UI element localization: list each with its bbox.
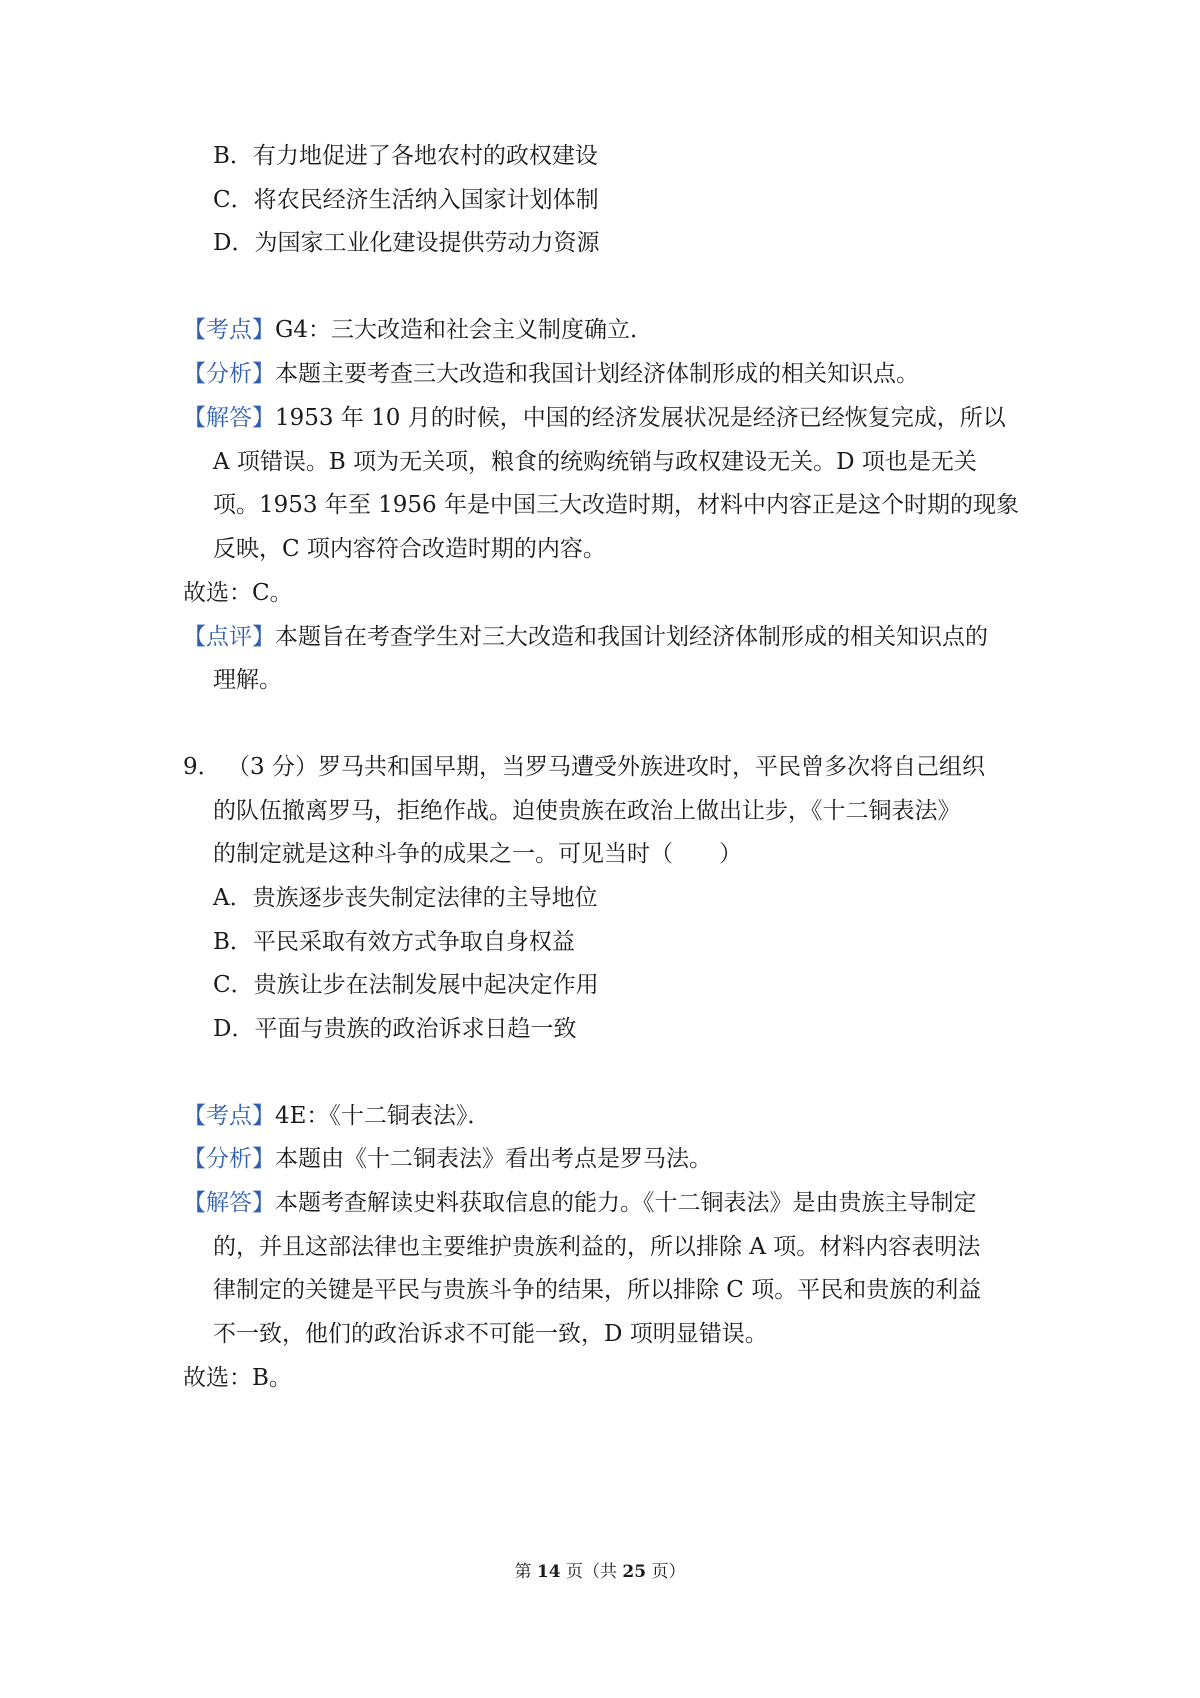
fenxi-text: 本题主要考查三大改造和我国计划经济体制形成的相关知识点。 [275, 361, 919, 387]
jieda-line: 不一致，他们的政治诉求不可能一致，D 项明显错误。 [213, 1321, 768, 1347]
dianping-tag: 【点评】 [183, 624, 275, 650]
q8-dianping [183, 621, 1200, 653]
dianping-line: 理解。 [213, 667, 282, 693]
jieda-line: A 项错误。B 项为无关项，粮食的统购统销与政权建设无关。D 项也是无关 [213, 449, 977, 475]
q9-option-a: A．贵族逐步丧失制定法律的主导地位 [213, 885, 598, 911]
question-number: 9． [183, 754, 221, 780]
q9-option-c: C．贵族让步在法制发展中起决定作用 [213, 972, 599, 998]
kaodian-tag: 【考点】 [183, 317, 275, 343]
q8-jieda [183, 402, 1200, 434]
jieda-tag: 【解答】 [183, 1190, 275, 1216]
q9-stem [183, 751, 1200, 783]
stem-line: 的队伍撤离罗马，拒绝作战。迫使贵族在政治上做出让步，《十二铜表法》 [213, 798, 961, 824]
q8-option-c: C．将农民经济生活纳入国家计划体制 [213, 187, 599, 213]
kaodian-text: G4：三大改造和社会主义制度确立． [275, 317, 654, 343]
q9-option-b: B．平民采取有效方式争取自身权益 [213, 929, 575, 955]
jieda-line: 律制定的关键是平民与贵族斗争的结果，所以排除 C 项。平民和贵族的利益 [213, 1277, 982, 1303]
jieda-line: 1953 年 10 月的时候，中国的经济发展状况是经济已经恢复完成，所以 [275, 405, 1006, 431]
q9-answer: 故选：B。 [183, 1365, 292, 1391]
footer-page-number: 14 [536, 1562, 561, 1582]
footer-prefix: 第 [514, 1562, 532, 1582]
jieda-line: 反映，C 项内容符合改造时期的内容。 [213, 536, 606, 562]
jieda-line: 的，并且这部法律也主要维护贵族利益的，所以排除 A 项。材料内容表明法 [213, 1234, 981, 1260]
fenxi-tag: 【分析】 [183, 361, 275, 387]
q9-option-d: D．平面与贵族的政治诉求日趋一致 [213, 1016, 577, 1042]
kaodian-tag: 【考点】 [183, 1103, 275, 1129]
footer-suffix: 页） [651, 1562, 686, 1582]
jieda-tag: 【解答】 [183, 405, 275, 431]
jieda-line: 项。1953 年至 1956 年是中国三大改造时期，材料中内容正是这个时期的现象 [213, 492, 1019, 518]
page-footer [0, 1560, 1200, 1584]
q9-kaodian [183, 1100, 1200, 1132]
q9-fenxi [183, 1143, 1200, 1175]
stem-line: 的制定就是这种斗争的成果之一。可见当时（ ） [213, 841, 742, 867]
q8-fenxi [183, 358, 1200, 390]
q8-kaodian [183, 314, 1200, 346]
footer-total-pages: 25 [622, 1562, 647, 1582]
fenxi-tag: 【分析】 [183, 1146, 275, 1172]
dianping-line: 本题旨在考查学生对三大改造和我国计划经济体制形成的相关知识点的 [275, 624, 988, 650]
jieda-line: 本题考查解读史料获取信息的能力。《十二铜表法》是由贵族主导制定 [275, 1190, 977, 1216]
fenxi-text: 本题由《十二铜表法》看出考点是罗马法。 [275, 1146, 712, 1172]
q8-answer: 故选：C。 [183, 580, 293, 606]
q8-option-b: B．有力地促进了各地农村的政权建设 [213, 143, 598, 169]
q9-jieda [183, 1187, 1200, 1219]
kaodian-text: 4E：《十二铜表法》． [275, 1103, 491, 1129]
q8-option-d: D．为国家工业化建设提供劳动力资源 [213, 230, 600, 256]
footer-mid: 页（共 [566, 1562, 617, 1582]
stem-line: （3 分）罗马共和国早期，当罗马遭受外族进攻时，平民曾多次将自己组织 [227, 754, 985, 780]
